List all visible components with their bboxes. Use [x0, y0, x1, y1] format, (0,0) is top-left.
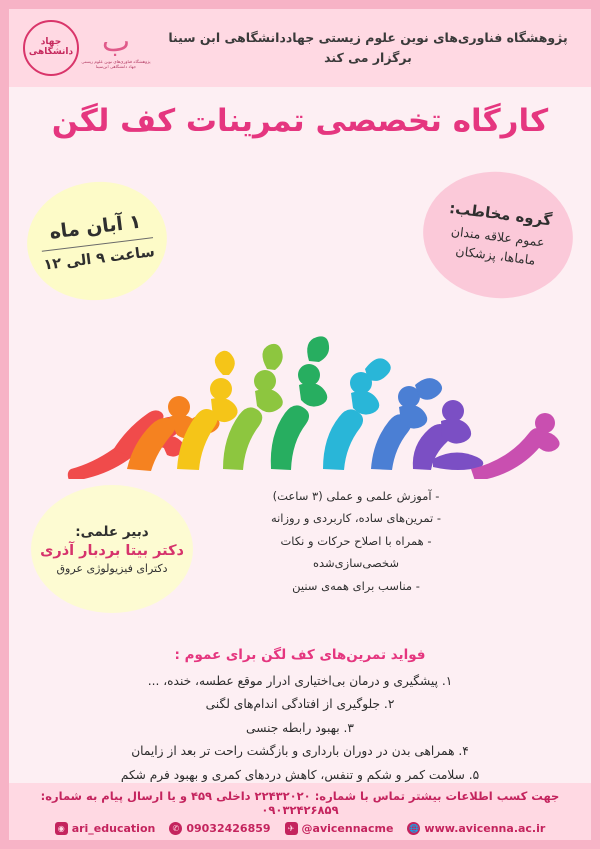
contact-line: جهت کسب اطلاعات بیشتر تماس با شماره: ۲۲۴۳۲۰۲۰ داخلی ۴۵۹ و یا ارسال پیام به شماره: ۰۹۰۳۲۴۲۶۸۵۹ [40, 788, 560, 817]
website-label: www.avicenna.ac.ir [424, 821, 546, 835]
audience-line-1: عموم علاقه مندان [450, 222, 546, 250]
telegram-icon: ✈ [285, 822, 298, 835]
jahad-daneshgahi-logo [23, 20, 79, 76]
telegram-label: @avicennacme [301, 821, 394, 835]
instagram-label: ari_education [71, 821, 156, 835]
secretary-role: دبیر علمی: [75, 523, 149, 540]
feature-item: شخصی‌سازی‌شده [312, 556, 399, 571]
date-day: ۱ آبان ماه [48, 210, 143, 244]
date-time: ساعت ۹ الی ۱۲ [42, 237, 156, 273]
whatsapp-label: 09032426859 [186, 821, 271, 835]
benefits-list [31, 670, 569, 783]
whatsapp-icon: ✆ [169, 822, 182, 835]
globe-icon: 🌐 [408, 823, 419, 833]
benefit-item: ۲. جلوگیری از افتادگی اندام‌های لگنی [205, 697, 395, 712]
benefit-item: ۴. همراهی بدن در دوران بارداری و بازگشت راحت تر بعد از زایمان [131, 744, 469, 759]
secretary-specialty: دکترای فیزیولوژی عروق [56, 561, 168, 575]
telegram-link[interactable] [285, 822, 394, 835]
yoga-figures-svg [9, 319, 591, 479]
date-badge [20, 174, 173, 308]
instagram-icon: ◉ [55, 822, 68, 835]
audience-line-2: ماماها، پزشکان [454, 243, 537, 268]
benefit-item: ۳. بهبود رابطه جنسی [246, 720, 354, 735]
feature-item: - مناسب برای همه‌ی سنین [292, 578, 420, 593]
page-title: کارگاه تخصصی تمرینات کف لگن [51, 103, 549, 139]
secretary-name: دکتر بیتا بردبار آذری [40, 542, 184, 559]
poster-header [9, 9, 591, 87]
feature-item: - همراه با اصلاح حرکات و نکات [280, 533, 432, 548]
whatsapp-link[interactable] [169, 822, 270, 835]
jahad-logo-text: جهاد دانشگاهی [28, 37, 74, 57]
avicenna-research-institute-logo [79, 17, 153, 79]
poster-footer [9, 783, 591, 840]
benefit-item: ۱. پیشگیری و درمان بی‌اختیاری ادرار موقع عطسه، خنده، ... [147, 674, 453, 688]
avicenna-logo-subtitle: پژوهشگاه فناوری‌های نوین علوم زیستی جهاد دانشگاهی ابن‌سینا [81, 58, 151, 69]
social-links [55, 822, 546, 835]
benefits-heading: فواید تمرین‌های کف لگن برای عموم : [174, 647, 426, 663]
benefits-section [31, 647, 569, 783]
header-title: پژوهشگاه فناوری‌های نوین علوم زیستی جهاددانشگاهی ابن سینا برگزار می کند [168, 30, 568, 65]
scientific-secretary-badge [31, 485, 193, 613]
feature-item: - آموزش علمی و عملی (۳ ساعت) [272, 489, 440, 503]
features-list [231, 485, 481, 597]
benefit-item: ۵. سلامت کمر و شکم و تنفس، کاهش دردهای کمری و بهبود فرم شکم [120, 767, 480, 782]
yoga-figure-purple [413, 400, 483, 470]
yoga-figure-magenta [471, 413, 560, 479]
feature-item: - تمرین‌های ساده، کاربردی و روزانه [270, 511, 442, 526]
audience-title: گروه مخاطب: [448, 198, 553, 230]
website-link[interactable] [407, 822, 545, 835]
audience-badge [416, 163, 580, 306]
instagram-link[interactable] [55, 822, 156, 835]
poster-body [9, 87, 591, 783]
yoga-figures-illustration [9, 319, 591, 479]
avicenna-logo-mark: ب [101, 23, 131, 59]
